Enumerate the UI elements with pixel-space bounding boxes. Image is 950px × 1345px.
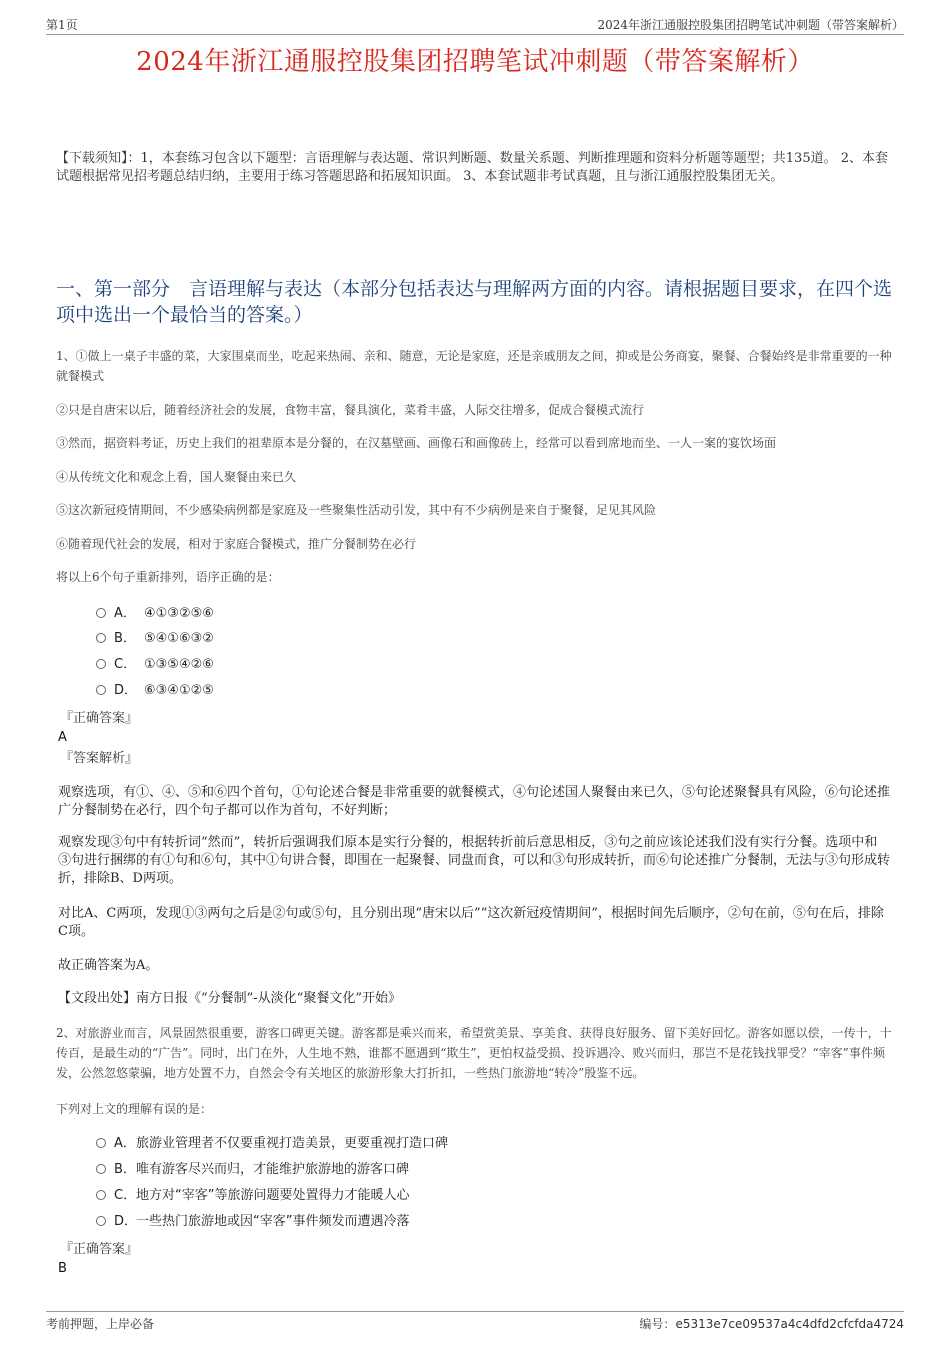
q1-sentence-6: ⑥随着现代社会的发展，相对于家庭合餐模式，推广分餐制势在必行 bbox=[56, 537, 417, 551]
q1-answer: A bbox=[58, 730, 67, 745]
q1-analysis-3: 对比A、C两项，发现①③两句之后是②句或⑤句，且分别出现“唐宋以后”“这次新冠疫情期间”，根据时间先后顺序，②句在前，⑤句在后，排除C项。 bbox=[58, 906, 884, 939]
q1-option-c[interactable]: C． ①③⑤④②⑥ bbox=[96, 654, 214, 676]
q1-sentence-5: ⑤这次新冠疫情期间，不少感染病例都是家庭及一些聚集性活动引发，其中有不少病例是来自于聚餐，足见其风险 bbox=[56, 503, 657, 517]
q2-prompt: 下列对上文的理解有误的是： bbox=[56, 1102, 213, 1116]
q1-answer-label: 『正确答案』 bbox=[60, 711, 139, 726]
radio-icon[interactable] bbox=[96, 608, 106, 618]
q1-sentence-1: 1、①做上一桌子丰盛的菜，大家围桌而坐，吃起来热闹、亲和、随意，无论是家庭，还是亲戚朋友之间，抑或是公务商宴，聚餐、合餐始终是非常重要的一种就餐模式 bbox=[56, 349, 892, 383]
q1-analysis-label: 『答案解析』 bbox=[60, 751, 139, 766]
footer-slogan: 考前押题，上岸必备 bbox=[46, 1317, 155, 1331]
radio-icon[interactable] bbox=[96, 1216, 106, 1226]
radio-icon[interactable] bbox=[96, 685, 106, 695]
radio-icon[interactable] bbox=[96, 1138, 106, 1148]
q1-analysis-4: 故正确答案为A。 bbox=[58, 958, 159, 973]
q2-stem: 2、对旅游业而言，风景固然很重要，游客口碑更关键。游客都是乘兴而来，希望赏美景、享美食、获得良好服务、留下美好回忆。游客如愿以偿，一传十，十传百，是最生动的“广告”。同时，出门在外，人生地不熟，谁都不愿遇到“欺生”，更怕权益受损、投诉遇冷、败兴而归，那岂不是花钱找罪受？“宰客”事件频发，公然忽悠蒙骗，地方处置不力，自然会令有关地区的旅游形象大打折扣，一些热门旅游地“转冷”殷鉴不远。 bbox=[56, 1026, 892, 1080]
q2-answer: B bbox=[58, 1261, 67, 1276]
q1-sentence-3: ③然而，据资料考证，历史上我们的祖辈原本是分餐的，在汉墓壁画、画像石和画像砖上，经常可以看到席地而坐、一人一案的宴饮场面 bbox=[56, 436, 777, 450]
q1-option-d[interactable]: D． ⑥③④①②⑤ bbox=[96, 680, 214, 702]
q1-source: 【文段出处】南方日报《“分餐制”-从淡化“聚餐文化”开始》 bbox=[58, 991, 401, 1006]
footer-code: 编号：e5313e7ce09537a4c4dfd2cfcfda4724 bbox=[639, 1317, 904, 1331]
q1-option-b[interactable]: B． ⑤④①⑥③② bbox=[96, 628, 214, 650]
q1-analysis-2: 观察发现③句中有转折词“然而”，转折后强调我们原本是实行分餐的，根据转折前后意思相反，③句之前应该论述我们没有实行分餐。选项中和③句进行捆绑的有①句和⑥句，其中①句讲合餐，即围在一起聚餐、同盘而食，可以和③句形成转折，而⑥句论述推广分餐制，无法与③句形成转折，排除B、D两项。 bbox=[58, 835, 891, 886]
radio-icon[interactable] bbox=[96, 633, 106, 643]
page-footer bbox=[46, 1311, 904, 1332]
q1-option-a[interactable]: A． ④①③②⑤⑥ bbox=[96, 603, 214, 625]
q1-sentence-4: ④从传统文化和观念上看，国人聚餐由来已久 bbox=[56, 470, 297, 484]
q2-option-a[interactable]: A．旅游业管理者不仅要重视打造美景，更要重视打造口碑 bbox=[96, 1133, 448, 1155]
q2-answer-label: 『正确答案』 bbox=[60, 1242, 139, 1257]
radio-icon[interactable] bbox=[96, 1190, 106, 1200]
download-notice: 【下载须知】：1，本套练习包含以下题型：言语理解与表达题、常识判断题、数量关系题、判断推理题和资料分析题等题型；共135道。 2、本套试题根据常见招考题总结归纳，主要用于练习答题思路和拓展知识面。 3、本套试题非考试真题，且与浙江通服控股集团无关。 bbox=[56, 151, 888, 184]
radio-icon[interactable] bbox=[96, 1164, 106, 1174]
q1-sentence-2: ②只是自唐宋以后，随着经济社会的发展，食物丰富，餐具演化，菜肴丰盛，人际交往增多，促成合餐模式流行 bbox=[56, 403, 645, 417]
header-doc-title: 2024年浙江通服控股集团招聘笔试冲刺题（带答案解析） bbox=[597, 18, 904, 32]
page-header bbox=[46, 14, 904, 35]
q2-option-d[interactable]: D．一些热门旅游地或因“宰客”事件频发而遭遇冷落 bbox=[96, 1211, 409, 1233]
section-title: 一、第一部分 言语理解与表达（本部分包括表达与理解两方面的内容。请根据题目要求，在四个选项中选出一个最恰当的答案。） bbox=[56, 278, 893, 326]
radio-icon[interactable] bbox=[96, 659, 106, 669]
q2-option-b[interactable]: B．唯有游客尽兴而归，才能维护旅游地的游客口碑 bbox=[96, 1159, 409, 1181]
q2-option-c[interactable]: C．地方对“宰客”等旅游问题要处置得力才能暖人心 bbox=[96, 1185, 409, 1207]
document-title: 2024年浙江通服控股集团招聘笔试冲刺题（带答案解析） bbox=[136, 47, 814, 77]
q1-prompt: 将以上6个句子重新排列，语序正确的是： bbox=[56, 570, 280, 584]
q1-analysis-1: 观察选项，有①、④、⑤和⑥四个首句，①句论述合餐是非常重要的就餐模式，④句论述国人聚餐由来已久，⑤句论述聚餐具有风险，⑥句论述推广分餐制势在必行，四个句子都可以作为首句，不好判断； bbox=[58, 785, 891, 818]
page-number: 第1页 bbox=[46, 18, 78, 32]
